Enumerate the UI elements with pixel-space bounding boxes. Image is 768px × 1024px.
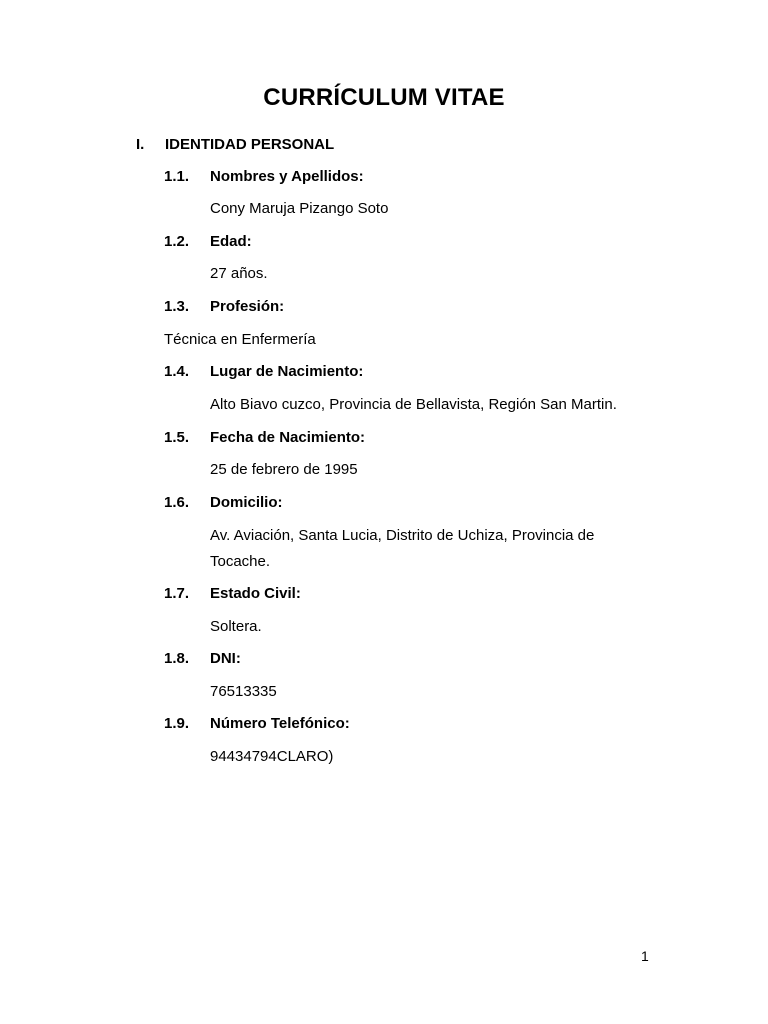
- document-title: CURRÍCULUM VITAE: [263, 84, 505, 111]
- item-number-address: 1.6.: [164, 494, 190, 511]
- item-label-phone: Número Telefónico:: [210, 715, 350, 732]
- item-label-birthplace: Lugar de Nacimiento:: [210, 363, 364, 380]
- item-label-address: Domicilio:: [210, 494, 283, 511]
- item-value-phone: 94434794CLARO): [210, 748, 334, 765]
- item-number-age: 1.2.: [164, 233, 190, 250]
- section-title: IDENTIDAD PERSONAL: [165, 136, 335, 153]
- item-value-birthplace: Alto Biavo cuzco, Provincia de Bellavista, Región San Martin.: [210, 396, 617, 413]
- item-label-birthdate: Fecha de Nacimiento:: [210, 429, 366, 446]
- item-label-age: Edad:: [210, 233, 252, 250]
- item-label-civil-status: Estado Civil:: [210, 585, 301, 602]
- item-value-names: Cony Maruja Pizango Soto: [210, 200, 389, 217]
- section-number: I.: [136, 136, 145, 153]
- item-number-names: 1.1.: [164, 168, 190, 185]
- item-number-profession: 1.3.: [164, 298, 190, 315]
- item-value-birthdate: 25 de febrero de 1995: [210, 461, 358, 478]
- item-number-phone: 1.9.: [164, 715, 190, 732]
- item-number-birthplace: 1.4.: [164, 363, 190, 380]
- item-number-civil-status: 1.7.: [164, 585, 190, 602]
- item-value-age: 27 años.: [210, 265, 268, 282]
- section-heading: [136, 135, 334, 155]
- item-label-names: Nombres y Apellidos:: [210, 168, 364, 185]
- item-label-profession: Profesión:: [210, 298, 285, 315]
- item-label-dni: DNI:: [210, 650, 241, 667]
- item-value-profession: Técnica en Enfermería: [164, 331, 316, 348]
- item-number-dni: 1.8.: [164, 650, 190, 667]
- item-value-civil-status: Soltera.: [210, 618, 262, 635]
- item-number-birthdate: 1.5.: [164, 429, 190, 446]
- item-value-address: Av. Aviación, Santa Lucia, Distrito de Uchiza, Provincia de Tocache.: [210, 527, 595, 570]
- item-value-dni: 76513335: [210, 683, 277, 700]
- page-number: 1: [641, 948, 649, 964]
